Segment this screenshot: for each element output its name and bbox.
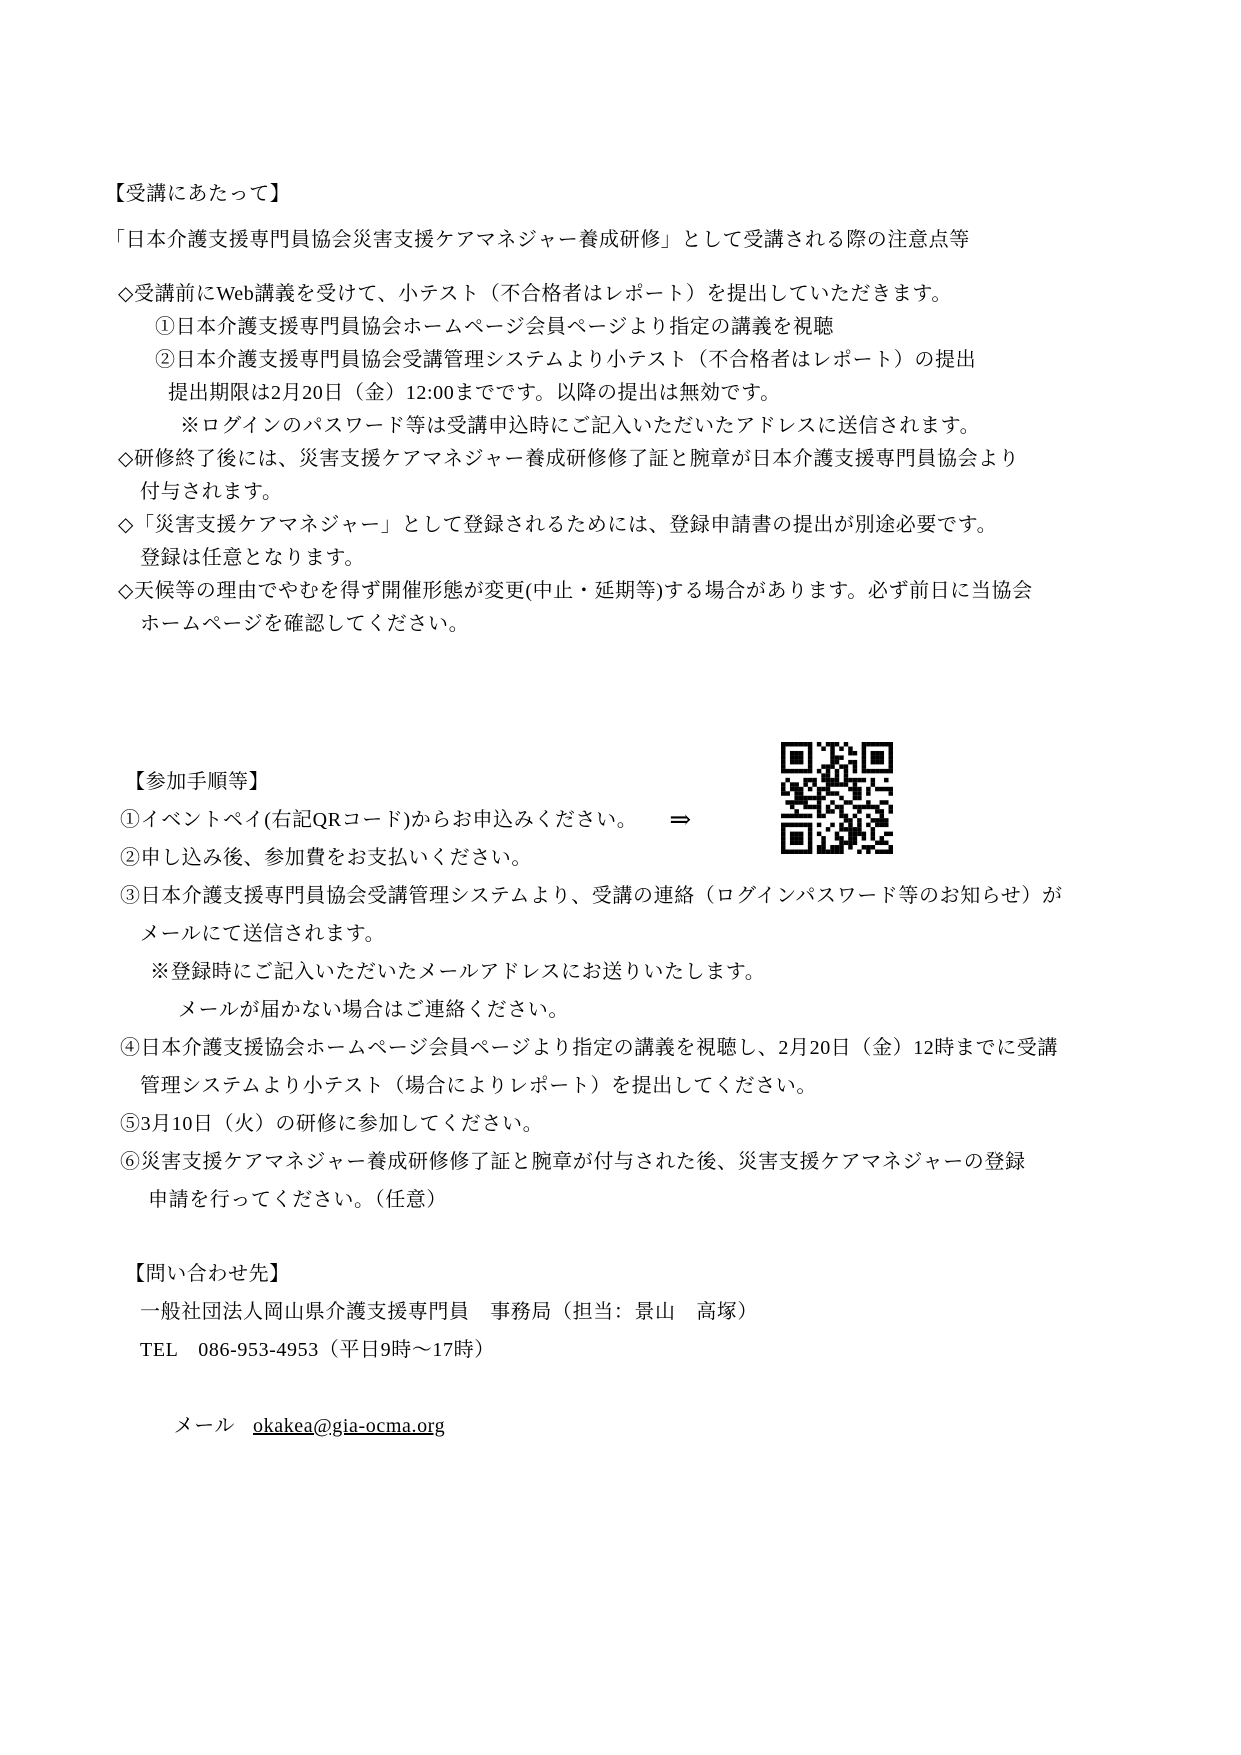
text-line: [140, 476, 1241, 509]
arrow-right-icon: ⇒: [669, 805, 692, 834]
line-text: ◇天候等の理由でやむを得ず開催形態が変更(中止・延期等)する場合があります。必ず前日に当協会: [118, 580, 1033, 602]
line-text: ホームページを確認してください。: [140, 613, 470, 635]
procedure-heading: 【参加手順等】: [125, 771, 270, 793]
line-text: ⑥災害支援ケアマネジャー養成研修修了証と腕章が付与された後、災害支援ケアマネジャーの登録: [120, 1151, 1026, 1173]
contact-heading: 【問い合わせ先】: [125, 1263, 290, 1285]
attendance-subtitle: 「日本介護支援専門員協会災害支援ケアマネジャー養成研修」として受講される際の注意点等: [105, 229, 970, 251]
section-contact: [0, 1255, 1241, 1483]
attendance-notes: [0, 278, 1241, 641]
line-text: ⑤3月10日（火）の研修に参加してください。: [120, 1113, 544, 1135]
contact-organization: 一般社団法人岡山県介護支援専門員 事務局（担当：景山 高塚）: [140, 1301, 758, 1323]
line-text: ②申し込み後、参加費をお支払いください。: [120, 847, 532, 869]
text-line: [168, 377, 1241, 410]
line-text: 管理システムより小テスト（場合によりレポート）を提出してください。: [140, 1075, 817, 1097]
line-text: ④日本介護支援協会ホームページ会員ページより指定の講義を視聴し、2月20日（金）12時までに受講: [120, 1037, 1058, 1059]
line-text: ①イベントペイ(右記QRコード)からお申込みください。: [120, 809, 638, 831]
contact-mail-label: メール: [173, 1415, 236, 1437]
line-text: 申請を行ってください。（任意）: [148, 1189, 447, 1211]
text-line: [120, 1029, 1241, 1067]
line-text: ◇受講前にWeb講義を受けて、小テスト（不合格者はレポート）を提出していただきます。: [118, 283, 952, 305]
line-text: ②日本介護支援専門員協会受講管理システムより小テスト（不合格者はレポート）の提出: [155, 349, 977, 371]
text-line: [178, 991, 1241, 1029]
line-text: ※登録時にご記入いただいたメールアドレスにお送りいたします。: [150, 961, 766, 983]
text-line: [155, 311, 1241, 344]
line-text: 付与されます。: [140, 481, 283, 503]
attendance-heading: 【受講にあたって】: [105, 183, 291, 205]
line-text: 登録は任意となります。: [140, 547, 365, 569]
contact-mail-line: [140, 1369, 1241, 1483]
contact-tel: TEL 086-953-4953（平日9時～17時）: [140, 1339, 495, 1361]
line-text: メールにて送信されます。: [140, 923, 386, 945]
text-line: [118, 575, 1241, 608]
text-line: [140, 542, 1241, 575]
line-text: 提出期限は2月20日（金）12:00までです。以降の提出は無効です。: [168, 382, 781, 404]
line-text: ◇研修終了後には、災害支援ケアマネジャー養成研修修了証と腕章が日本介護支援専門員協会より: [118, 448, 1020, 470]
text-line: [140, 1067, 1241, 1105]
text-line: [148, 1181, 1241, 1219]
text-line: [120, 1143, 1241, 1181]
section-attendance: [0, 178, 1241, 641]
event-pay-qr-code[interactable]: [781, 742, 893, 854]
text-line: [118, 509, 1241, 542]
text-line: [180, 410, 1241, 443]
text-line: [120, 877, 1241, 915]
email-link[interactable]: okakea@gia-ocma.org: [253, 1415, 446, 1437]
text-line: [120, 1105, 1241, 1143]
line-text: ※ログインのパスワード等は受講申込時にご記入いただいたアドレスに送信されます。: [180, 415, 981, 437]
text-line: [140, 608, 1241, 641]
text-line: [118, 443, 1241, 476]
text-line: [118, 278, 1241, 311]
text-line: [155, 344, 1241, 377]
line-text: ◇「災害支援ケアマネジャー」として登録されるためには、登録申請書の提出が別途必要です。: [118, 514, 998, 536]
text-line: [150, 953, 1241, 991]
line-text: ①日本介護支援専門員協会ホームページ会員ページより指定の講義を視聴: [155, 316, 834, 338]
text-line: [120, 839, 1241, 877]
line-text: ③日本介護支援専門員協会受講管理システムより、受講の連絡（ログインパスワード等のお知らせ）が: [120, 885, 1063, 907]
text-line: [140, 915, 1241, 953]
procedure-steps: [0, 801, 1241, 1219]
text-line: [120, 801, 1241, 839]
section-procedure: [0, 763, 1241, 1219]
line-text: メールが届かない場合はご連絡ください。: [178, 999, 569, 1021]
